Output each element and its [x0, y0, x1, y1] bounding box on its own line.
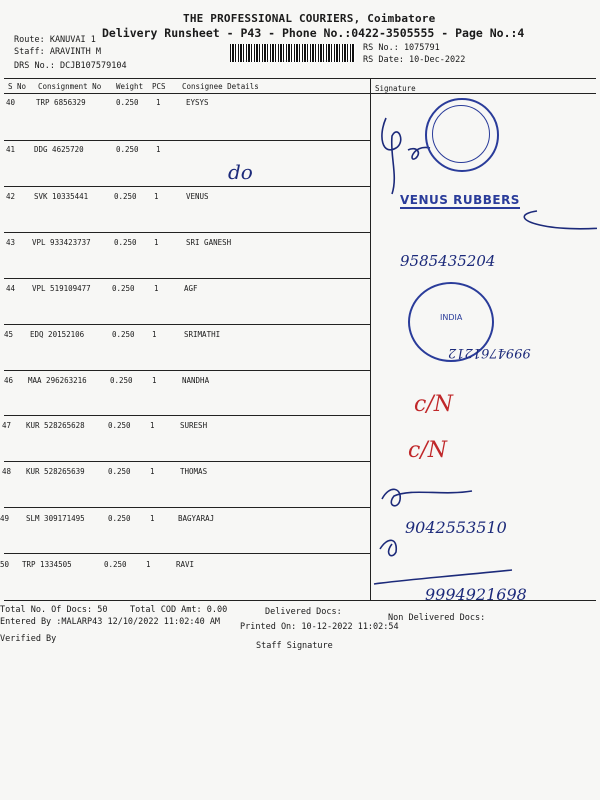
- table-header-border: [4, 93, 596, 94]
- row-divider: [4, 461, 370, 462]
- row-consignee: AGF: [184, 284, 198, 293]
- row-divider: [4, 140, 370, 141]
- company-seal-inner-ring: [432, 105, 490, 163]
- row-weight: 0.250: [114, 192, 137, 201]
- row-weight: 0.250: [110, 376, 133, 385]
- barcode: [230, 44, 355, 62]
- row-sno: 42: [6, 192, 16, 201]
- row-weight: 0.250: [116, 98, 139, 107]
- row-pcs: 1: [152, 376, 157, 385]
- handwritten-phone-3: 9042553510: [405, 518, 507, 537]
- row-pcs: 1: [154, 192, 159, 201]
- handwritten-phone-4: 9994921698: [425, 585, 527, 604]
- rs-date: RS Date: 10-Dec-2022: [363, 55, 466, 65]
- col-consignee: Consignee Details: [182, 82, 259, 91]
- col-signature: Signature: [375, 84, 416, 93]
- ditto-mark: do: [228, 160, 253, 184]
- row-weight: 0.250: [114, 238, 137, 247]
- row-consignee: THOMAS: [180, 467, 208, 476]
- row-sno: 49: [0, 514, 10, 523]
- row-consignment: KUR 528265628: [26, 421, 85, 430]
- row-consignment: VPL 519109477: [32, 284, 91, 293]
- row-pcs: 1: [154, 284, 159, 293]
- delivered-docs: Delivered Docs:: [265, 607, 342, 617]
- row-consignment: EDQ 20152106: [30, 330, 85, 339]
- row-consignment: SLM 309171495: [26, 514, 85, 523]
- row-divider: [4, 370, 370, 371]
- handwritten-phone-2: 9994761212: [448, 345, 531, 360]
- staff-label: Staff: ARAVINTH M: [14, 47, 101, 57]
- row-consignee: EYSYS: [186, 98, 209, 107]
- row-sno: 47: [2, 421, 12, 430]
- row-pcs: 1: [156, 98, 161, 107]
- printed-on: Printed On: 10-12-2022 11:02:54: [240, 622, 399, 632]
- row-divider: [4, 553, 370, 554]
- drs-number: DRS No.: DCJB107579104: [14, 61, 127, 71]
- row-sno: 40: [6, 98, 16, 107]
- venus-rubbers-stamp: VENUS RUBBERS: [400, 193, 520, 207]
- col-weight: Weight: [116, 82, 144, 91]
- row-consignee: VENUS: [186, 192, 209, 201]
- col-pcs: PCS: [152, 82, 166, 91]
- row-divider: [4, 324, 370, 325]
- row-consignee: RAVI: [176, 560, 195, 569]
- col-consignment: Consignment No: [38, 82, 102, 91]
- signature-divider: [370, 78, 371, 600]
- row-consignment: TRP 6856329: [36, 98, 86, 107]
- total-cod: Total COD Amt: 0.00: [130, 605, 228, 615]
- row-divider: [4, 278, 370, 279]
- row-consignee: SRIMATHI: [184, 330, 221, 339]
- cn-mark-red: c/N: [408, 438, 447, 463]
- row-pcs: 1: [150, 467, 155, 476]
- cn-mark-red: c/N: [414, 392, 453, 417]
- row-pcs: 1: [156, 145, 161, 154]
- row-pcs: 1: [150, 514, 155, 523]
- row-sno: 44: [6, 284, 16, 293]
- row-consignee: NANDHA: [182, 376, 210, 385]
- row-pcs: 1: [150, 421, 155, 430]
- row-sno: 50: [0, 560, 10, 569]
- row-sno: 43: [6, 238, 16, 247]
- staff-signature: Staff Signature: [256, 641, 333, 651]
- row-consignee: BAGYARAJ: [178, 514, 215, 523]
- row-weight: 0.250: [108, 514, 131, 523]
- col-sno: S No: [8, 82, 27, 91]
- row-weight: 0.250: [116, 145, 139, 154]
- company-title: THE PROFESSIONAL COURIERS, Coimbatore: [183, 12, 436, 25]
- row-sno: 48: [2, 467, 12, 476]
- row-divider: [4, 186, 370, 187]
- row-divider: [4, 232, 370, 233]
- row-consignment: DDG 4625720: [34, 145, 84, 154]
- row-pcs: 1: [152, 330, 157, 339]
- total-docs: Total No. Of Docs: 50: [0, 605, 108, 615]
- row-weight: 0.250: [104, 560, 127, 569]
- row-pcs: 1: [154, 238, 159, 247]
- row-consignment: MAA 296263216: [28, 376, 87, 385]
- stamp-india-text: INDIA: [440, 313, 463, 322]
- row-sno: 41: [6, 145, 16, 154]
- row-weight: 0.250: [108, 467, 131, 476]
- verified-by: Verified By: [0, 634, 57, 644]
- row-weight: 0.250: [108, 421, 131, 430]
- row-divider: [4, 507, 370, 508]
- row-sno: 45: [4, 330, 14, 339]
- row-consignment: KUR 528265639: [26, 467, 85, 476]
- row-divider: [4, 415, 370, 416]
- handwritten-phone-1: 9585435204: [400, 252, 496, 270]
- row-consignment: VPL 933423737: [32, 238, 91, 247]
- row-consignment: TRP 1334505: [22, 560, 72, 569]
- row-consignment: SVK 10335441: [34, 192, 89, 201]
- runsheet-title: Delivery Runsheet - P43 - Phone No.:0422-3505555 - Page No.:4: [102, 26, 525, 40]
- table-top-border: [4, 78, 596, 79]
- route-label: Route: KANUVAI 1: [14, 35, 96, 45]
- row-consignee: SURESH: [180, 421, 208, 430]
- row-weight: 0.250: [112, 284, 135, 293]
- non-delivered-docs: Non Delivered Docs:: [388, 613, 486, 623]
- row-sno: 46: [4, 376, 14, 385]
- rs-number: RS No.: 1075791: [363, 43, 440, 53]
- row-pcs: 1: [146, 560, 151, 569]
- entered-by: Entered By :MALARP43 12/10/2022 11:02:40 AM: [0, 617, 221, 627]
- row-weight: 0.250: [112, 330, 135, 339]
- row-consignee: SRI GANESH: [186, 238, 232, 247]
